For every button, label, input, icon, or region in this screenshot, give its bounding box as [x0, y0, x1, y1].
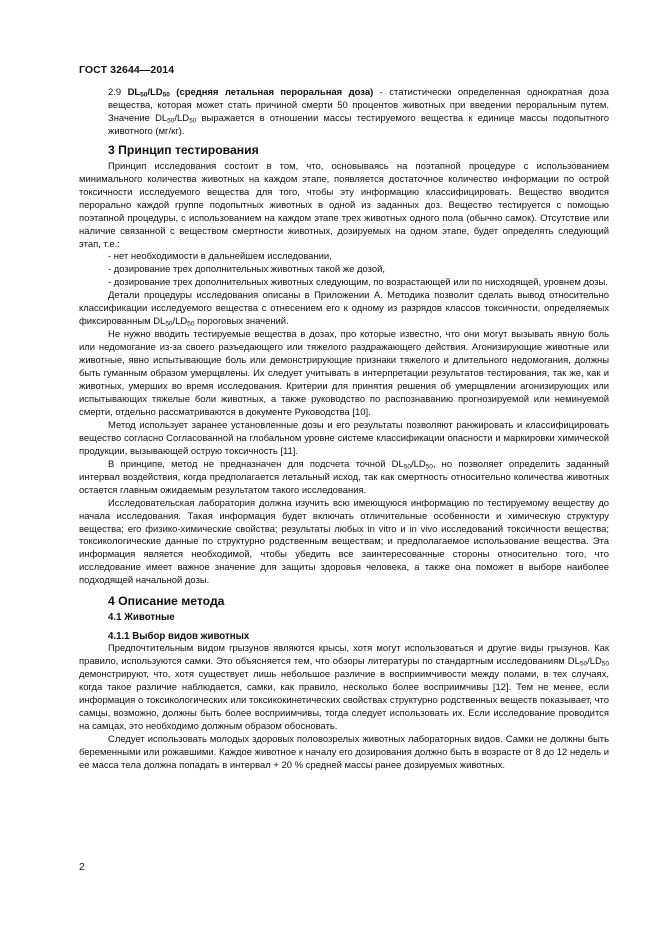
paragraph: В принципе, метод не предназначен для подсчета точной $DL_{50}/LD_{50}$, но позволяет определить заданный интервал воздействия, когда предполагается летальный исход, так как смертность относительно количества животных остается главным ожидаемым результатом такого исследования.	[79, 458, 609, 496]
paragraph: Исследовательская лаборатория должна изучить всю имеющуюся информацию по тестируемому веществу до начала исследования. Такая информация будет включать отличительные особенности и химическую структуру вещества; его физико-химические свойства; результаты любых in vitro и in vivo исследований токсичности вещества; токсикологические данные по структурно родственным веществам; и предполагаемое использование вещества. Эта информация является необходимой, чтобы убедить все заинтересованные стороны относительно того, что исследование имеет важное значение для защиты здоровья человека, а также она поможет в выборе наиболее подходящей начальной дозы.	[79, 497, 609, 587]
document-body	[79, 87, 609, 773]
paragraph: Метод использует заранее установленные дозы и его результаты позволяют ранжировать и классифицировать вещество согласно Согласованной на глобальном уровне системе классификации опасности и маркировки химической продукции, вызывающей острую токсичность [11].	[79, 419, 609, 457]
paragraph: Следует использовать молодых здоровых половозрелых животных лабораторных видов. Самки не должны быть беременными или рожавшими. Каждое животное к началу его дозирования должно быть в возрасте от 8 до 12 недель и ее масса тела должна попадать в интервал + 20 % средней массы ранее дозируемых животных.	[79, 733, 609, 771]
definition-2-9: 2.9 $DL_{50}/LD_{50}$ (средняя летальная пероральная доза) - статистически определенная однократная доза вещества, которая может стать причиной смерти 50 процентов животных при введении пероральным путем. Значение $DL_{50}/LD_{50}$ выражается в отношении массы тестируемого вещества к единице массы подопытного животного (мг/кг).	[108, 87, 609, 137]
list-item: - дозирование трех дополнительных животных следующим, по возрастающей или по нисходящей, уровнем дозы.	[108, 277, 608, 289]
paragraph: Принцип исследования состоит в том, что, основываясь на поэтапной процедуре с использованием минимального количества животных на каждом этапе, появляется достаточное количество информации по острой токсичности исследуемого вещества для того, чтобы эту информацию классифицировать. Вещество вводится перорально каждой группе подопытных животных в одной из заданных доз. Вещество тестируется с помощью поэтапной процедуры, с использованием на каждом этапе трех животных одного пола (обычно самок). Отсутствие или наличие связанной с веществом смертности животных, дозируемых на одном этапе, будет определять следующий этап, т.е.:	[79, 160, 609, 250]
paragraph: Детали процедуры исследования описаны в Приложении А. Методика позволит сделать вывод относительно классификации исследуемого вещества с отнесением его к одному из разрядов классов токсичности, определяемых фиксированным $DL_{50}/LD_{50}$ пороговых значений.	[79, 290, 609, 328]
section-3-heading: 3 Принцип тестирования	[108, 142, 259, 157]
subsection-4-1-heading: 4.1 Животные	[108, 612, 175, 624]
paragraph: Не нужно вводить тестируемые вещества в дозах, про которые известно, что они могут вызывать явную боль или недомогание из-за своего разъедающего или тяжелого раздражающего действия. Агонизирующие животные или животные, явно испытывающие боль или демонстрирующие признаки тяжелого и длительного недомогания, должны быть гуманным образом умерщвлены. Их следует учитывать в интерпретации результатов тестирования, так же, как и животных, умерших во время исследования. Критерии для принятия решения об умерщвлении агонизирующих или испытывающих тяжелые боли животных, а также руководство по распознаванию прогнозируемой или неминуемой смерти, отдельно рассматриваются в документе Руководства [10].	[79, 329, 609, 418]
list-item: - дозирование трех дополнительных животных такой же дозой,	[108, 264, 386, 276]
subsection-4-1-1-heading: 4.1.1 Выбор видов животных	[108, 630, 250, 642]
paragraph: Предпочтительным видом грызунов являются крысы, хотя могут использоваться и другие виды грызунов. Как правило, используются самки. Это объясняется тем, что обзоры литературы по стандартным исследованиям $DL_{50}/LD_{50}$ демонстрируют, что, хотя существует лишь небольшое различие в восприимчивости между полами, в тех случаях, когда такое различие наблюдается, самки, как правило, несколько более восприимчивы [12]. Тем не менее, если информация о токсикологических или токсикокинетических свойствах структурно родственных веществ показывает, что самцы, возможно, должны быть более восприимчивы, тогда следует использовать их. Если исследование проводится на самцах, это необходимо должным образом обосновать.	[79, 643, 609, 732]
section-4-heading: 4 Описание метода	[108, 594, 225, 609]
list-item: - нет необходимости в дальнейшем исследовании,	[108, 251, 332, 263]
page-number: 2	[79, 861, 85, 873]
standard-header: ГОСТ 32644—2014	[79, 64, 175, 76]
